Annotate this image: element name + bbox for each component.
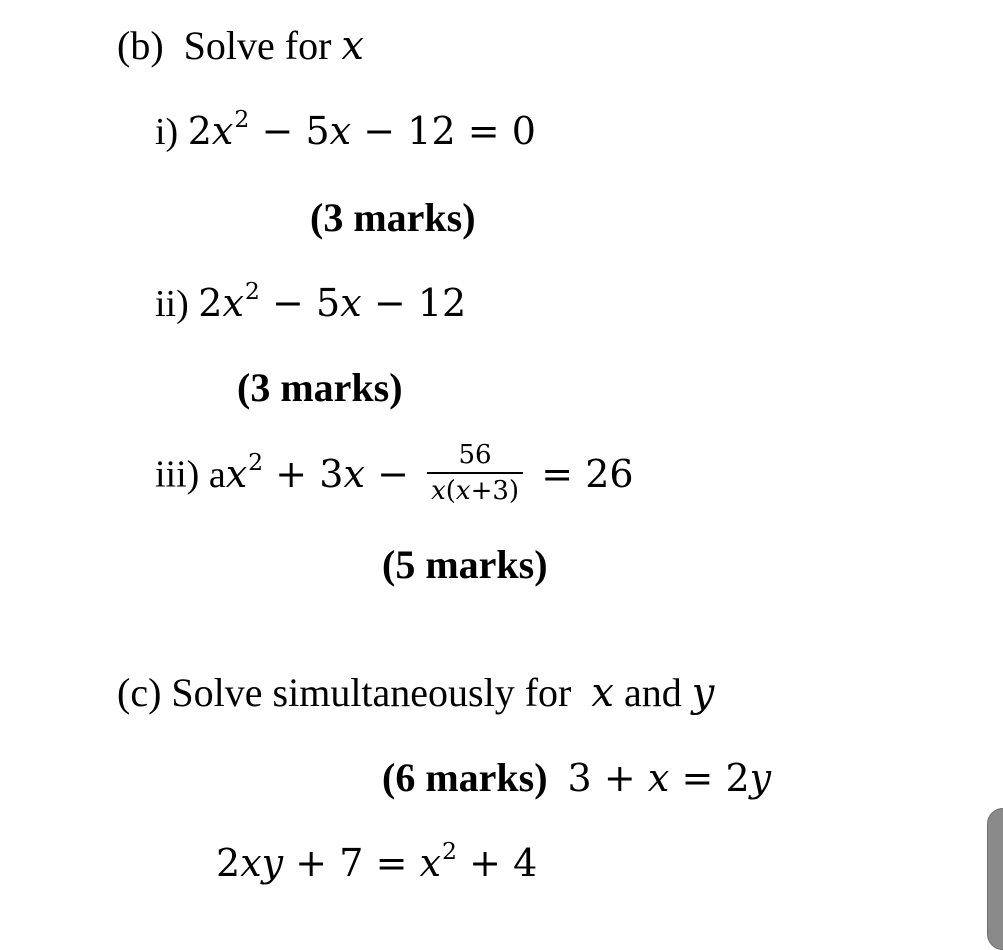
- fraction-denominator: x(x+3): [431, 476, 520, 506]
- part-b-label: (b): [117, 23, 164, 68]
- scroll-handle[interactable]: [987, 808, 1003, 950]
- fraction: [427, 442, 523, 504]
- part-b-var: x: [341, 23, 364, 69]
- question-ii: [155, 277, 467, 325]
- equation-2: $2xy + 7 = x^2 + 4$: [216, 837, 538, 885]
- equation-1: 3 + x = 2y: [567, 756, 772, 800]
- question-iii-label: iii): [155, 453, 200, 496]
- question-i: [155, 105, 536, 153]
- question-ii-label: ii): [155, 283, 189, 325]
- question-iii: [155, 440, 634, 508]
- part-c-and: and: [623, 670, 682, 715]
- question-i-marks: (3 marks): [310, 195, 476, 240]
- part-c-text: Solve simultaneously for: [171, 670, 572, 715]
- part-c-heading: [117, 670, 715, 716]
- question-ii-expression: $2x^2 - 5x - 12$: [198, 277, 467, 325]
- fraction-numerator: 56: [427, 442, 523, 474]
- part-c-label: (c): [117, 670, 162, 715]
- part-b-text: Solve for: [183, 23, 332, 68]
- part-c-marks-line: [382, 755, 772, 800]
- part-c-var-x: x: [591, 670, 614, 716]
- part-c-marks: (6 marks): [382, 755, 548, 800]
- question-ii-marks: (3 marks): [237, 365, 403, 410]
- part-c-var-y: y: [691, 670, 715, 716]
- question-i-equation: $2x^2 - 5x - 12 = 0$: [187, 105, 536, 153]
- part-b-heading: [117, 23, 364, 69]
- question-i-label: i): [155, 111, 179, 153]
- question-iii-marks: (5 marks): [382, 542, 548, 587]
- question-iii-equation: $ax^2 + 3x$ − $\frac{56}{x(x+3)}$ = 26: [208, 440, 634, 506]
